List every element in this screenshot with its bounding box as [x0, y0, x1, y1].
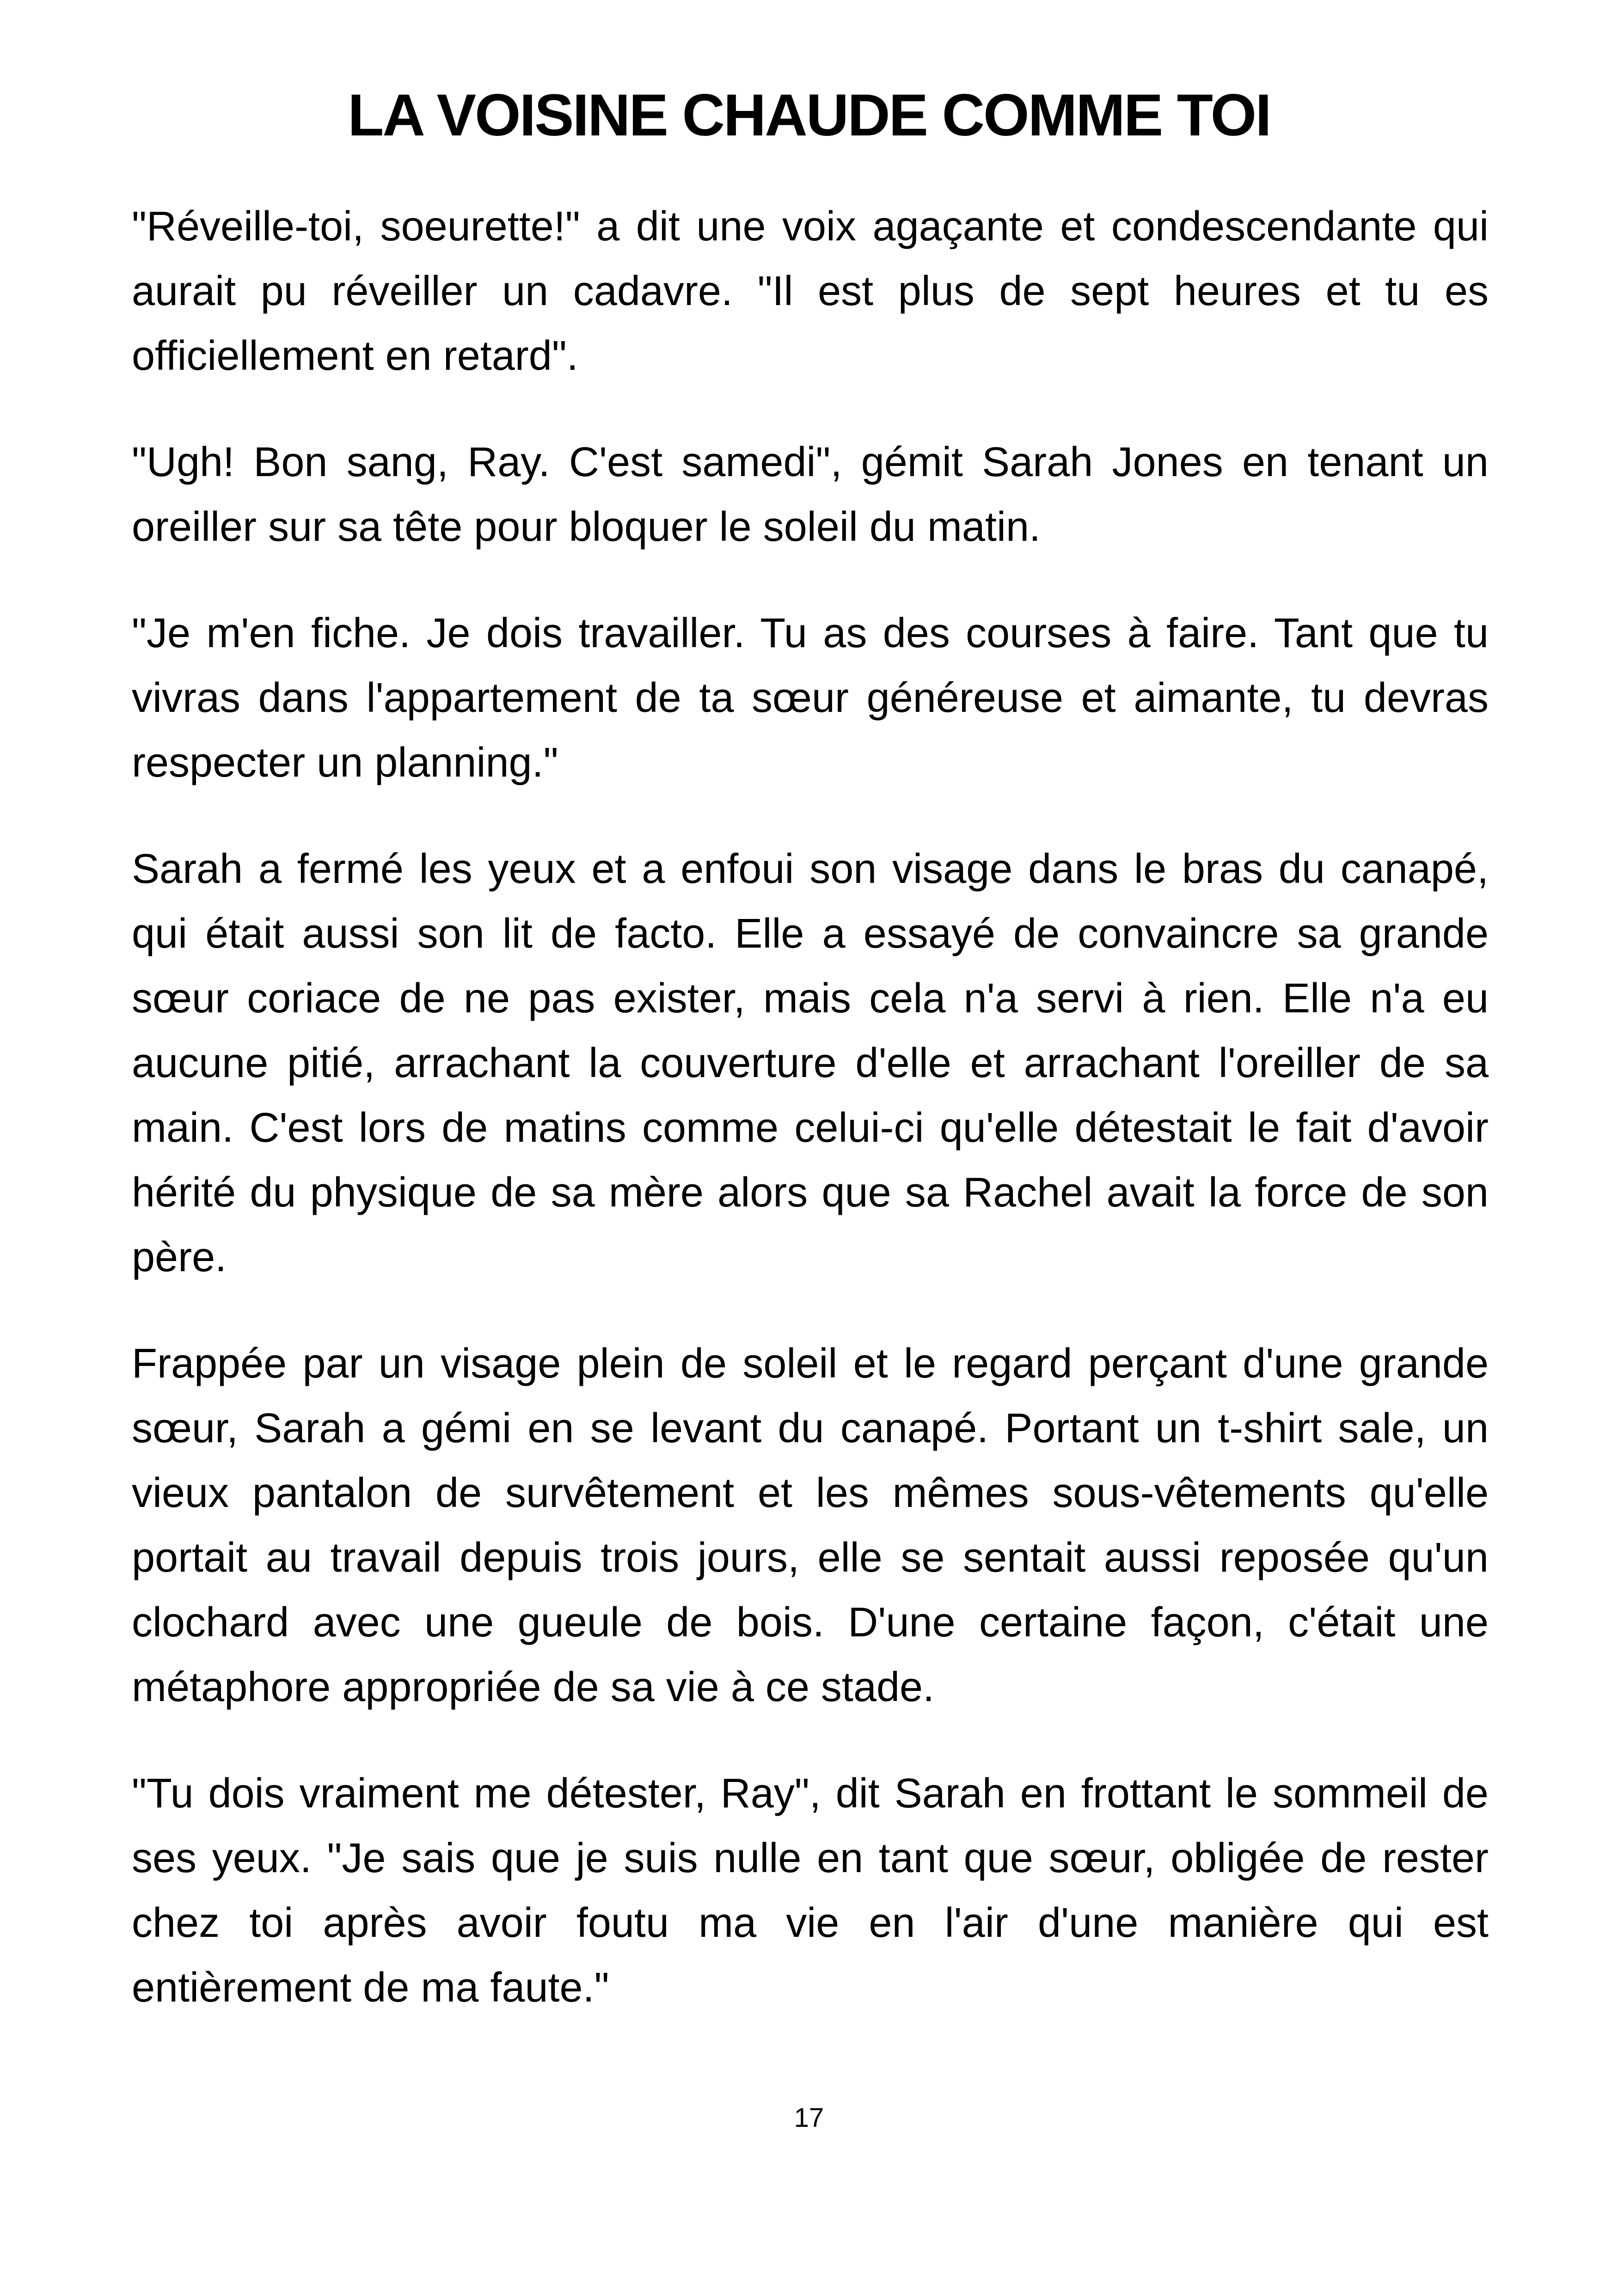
paragraph-2: "Ugh! Bon sang, Ray. C'est samedi", gémit Sarah Jones en tenant un oreiller sur sa tête pour bloquer le soleil du matin. [132, 439, 1489, 550]
paragraph-3: "Je m'en fiche. Je dois travailler. Tu as des courses à faire. Tant que tu vivras dans l'appartement de ta sœur généreuse et aimante, tu devras respecter un planning." [132, 610, 1489, 786]
paragraph-4: Sarah a fermé les yeux et a enfoui son visage dans le bras du canapé, qui était aussi son lit de facto. Elle a essayé de convaincre sa grande sœur coriace de ne pas exister, mais cela n'a servi à rien. Elle n'a eu aucune pitié, arrachant la couverture d'elle et arrachant l'oreiller de sa main. C'est lors de matins comme celui-ci qu'elle détestait le fait d'avoir hérité du physique de sa mère alors que sa Rachel avait la force de son père. [132, 846, 1489, 1280]
paragraph-1: "Réveille-toi, soeurette!" a dit une voix agaçante et condescendante qui aurait pu réveiller un cadavre. "Il est plus de sept heures et tu es officiellement en retard". [132, 203, 1489, 379]
paragraph-6: "Tu dois vraiment me détester, Ray", dit Sarah en frottant le sommeil de ses yeux. "Je sais que je suis nulle en tant que sœur, obligée de rester chez toi après avoir foutu ma vie en l'air d'une manière qui est entièrement de ma faute." [132, 1770, 1489, 2011]
paragraph-5: Frappée par un visage plein de soleil et le regard perçant d'une grande sœur, Sarah a gémi en se levant du canapé. Portant un t-shirt sale, un vieux pantalon de survêtement et les mêmes sous-vêtements qu'elle portait au travail depuis trois jours, elle se sentait aussi reposée qu'un clochard avec une gueule de bois. D'une certaine façon, c'était une métaphore appropriée de sa vie à ce stade. [132, 1341, 1489, 1710]
page-number: 17 [794, 2103, 824, 2133]
chapter-title: LA VOISINE CHAUDE COMME TOI [348, 82, 1270, 148]
body-text [132, 194, 1489, 2062]
